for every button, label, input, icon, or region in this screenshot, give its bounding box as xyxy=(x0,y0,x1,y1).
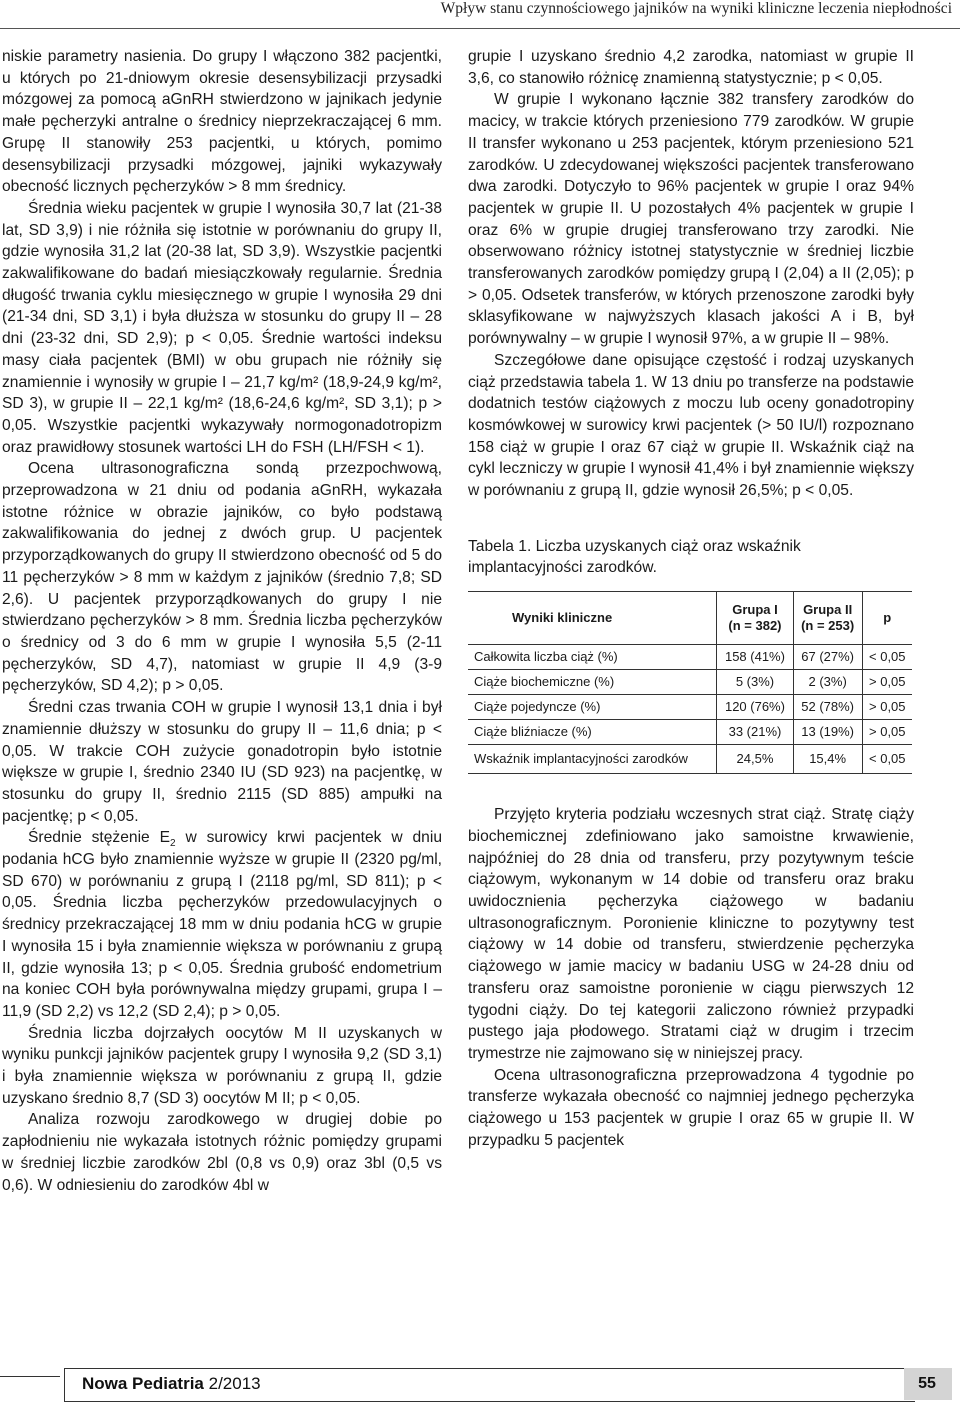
table-cell: < 0,05 xyxy=(862,645,912,670)
table-row xyxy=(468,645,912,670)
table-row xyxy=(468,720,912,745)
table-cell: > 0,05 xyxy=(862,695,912,720)
header-rule xyxy=(0,28,960,29)
table-header-row xyxy=(468,592,912,645)
table-cell: 24,5% xyxy=(717,745,793,774)
table-cell: 33 (21%) xyxy=(717,720,793,745)
header-line: (n = 382) xyxy=(728,618,782,634)
table-row xyxy=(468,695,912,720)
paragraph-text: w surowicy krwi pacjentek w dniu podania hCG było znamiennie wyższe w grupie II (2320 pg/ml, SD 670) w porównaniu z grupą I (2118 pg/ml, SD 811); p < 0,05. Średnia liczba pęcherzyków przedowulacyjnych o średnicy przekraczającej 18 mm w dniu podania hCG w grupie I wynosiła 15 i była znamiennie większa w porównaniu z grupą II, gdzie wynosiła 13; p < 0,05. Średnia grubość endometrium na koniec COH była porównywalna między grupami, grupa I – 11,9 (SD 2,2) vs 12,2 (SD 2,4); p > 0,05. xyxy=(2,829,442,1020)
paragraph: grupie I uzyskano średnio 4,2 zarodka, natomiast w grupie II 3,6, co stanowiło różnicę znamienną statystycznie; p < 0,05. xyxy=(468,48,914,87)
table-cell-label: Wskaźnik implantacyjności zarodków xyxy=(468,745,717,774)
journal-issue: 2/2013 xyxy=(208,1374,261,1393)
left-column xyxy=(2,46,442,1196)
table-cell: 5 (3%) xyxy=(717,670,793,695)
subscript: 2 xyxy=(170,838,176,850)
page-number: 55 xyxy=(918,1375,936,1392)
paragraph: Przyjęto kryteria podziału wczesnych strat ciąż. Stratę ciąży biochemicznej zdefiniowano jako samoistne krwawienie, najpóźniej do 28 dnia od transferu, przy pozytywnym teście ciążowym, wykonanym w 14 dobie od transferu oraz braku uwidocznienia pęcherzyka ciążowego w badaniu ultrasonograficznym. Poronienie kliniczne to pozytywny test ciążowy w 14 dobie od transferu, stwierdzenie pęcherzyka ciążowego w jamie macicy w badaniu USG w 24-28 dniu od transferu oraz samoistne poronienie w ciągu pierwszych 12 tygodni ciąży. Do tej kategorii zaliczono również przypadki pustego jaja płodowego. Stratami ciąż w drugim i trzecim trymestrze nie zajmowano się w niniejszej pracy. xyxy=(468,806,914,1062)
running-title: Wpływ stanu czynnościowego jajników na wyniki kliniczne leczenia niepłodności xyxy=(440,0,952,17)
paragraph: Średnia liczba dojrzałych oocytów M II uzyskanych w wyniku punkcji jajników pacjentek grupy I wynosiła 9,2 (SD 3,1) i była znamiennie większa w porównaniu z grupą II, gdzie uzyskano średnio 8,7 (SD 3) oocytów M II; p < 0,05. xyxy=(2,1024,442,1107)
header-line: (n = 253) xyxy=(801,618,855,634)
journal-title xyxy=(82,1374,261,1394)
table-caption: Tabela 1. Liczba uzyskanych ciąż oraz wskaźnik implantacyjności zarodków. xyxy=(468,537,801,577)
paragraph: Ocena ultrasonograficzna przeprowadzona 4 tygodnie po transferze wykazała obecność co najmniej jednego pęcherzyka ciążowego u 153 pacjentek w grupie I oraz 65 w grupie II. W przypadku 5 pacjentek xyxy=(468,1066,914,1149)
paragraph: niskie parametry nasienia. Do grupy I włączono 382 pacjentki, u których po 21-dniowym okresie desensybilizacji przysadki mózgowej za pomocą aGnRH stwierdzono w jajnikach jedynie małe pęcherzyki antralne o średnicy nieprzekraczającej 6 mm. Grupę II stanowiły 253 pacjentki, u których, pomimo desensybilizacji przysadki mózgowej, jajniki wykazywały obecność licznych pęcherzyków > 8 mm średnicy. xyxy=(2,48,442,196)
paragraph xyxy=(2,827,442,1022)
table-header-cell: p xyxy=(862,592,912,645)
paragraph: Szczegółowe dane opisujące częstość i rodzaj uzyskanych ciąż przedstawia tabela 1. W 13 dniu po transferze na podstawie dodatnich testów ciążowych z moczu lub oceny gonadotropiny kosmówkowej w surowicy krwi pacjentek (> 50 IU/l) rozpoznano 158 ciąż w grupie I oraz 67 ciąż w grupie II. Wskaźnik ciąż na cykl leczniczy w grupie I wynosił 41,4% i był znamiennie większy w porównaniu z grupą II, gdzie wynosił 26,5%; p < 0,05. xyxy=(468,351,914,500)
table-row xyxy=(468,670,912,695)
paragraph: Średni czas trwania COH w grupie I wynosił 13,1 dnia i był znamiennie dłuższy w stosunku do grupy II – 11,6 dnia; p < 0,05. W trakcie COH zużycie gonadotropin było istotnie większe w grupie I, średnio 2340 IU (SD 923) na pacjentkę, w stosunku do grupy II, średnio 2115 (SD 885) ampułki na pacjentkę; p < 0,05. xyxy=(2,699,442,825)
table-cell: 52 (78%) xyxy=(793,695,862,720)
table-cell: 2 (3%) xyxy=(793,670,862,695)
paragraph-text: Średnie stężenie E xyxy=(28,829,170,847)
table-cell: > 0,05 xyxy=(862,720,912,745)
paragraph: Ocena ultrasonograficzna sondą przezpochwową, przeprowadzona w 21 dniu od podania aGnRH, wykazała istotne różnice w obrazie jajników, co było podstawą zakwalifikowania do jednej z dwóch grup. U pacjentek przyporządkowanych do grupy II stwierdzono obecność od 5 do 11 pęcherzyków > 8 mm w każdym z jajników (średnio 7,8; SD 2,6). U pacjentek przyporządkowanych do grupy I nie stwierdzano pęcherzyków > 8 mm. Średnia liczba pęcherzyków o średnicy od 3 do 6 mm w grupie I wynosiła 5,5 (2-11 pęcherzyków, SD 4,7), natomiast w grupie II 4,9 (3-9 pęcherzyków, SD 4,2); p > 0,05. xyxy=(2,460,442,695)
table-cell: 15,4% xyxy=(793,745,862,774)
header-line: Grupa II xyxy=(803,602,853,618)
table-cell-label: Ciąże biochemiczne (%) xyxy=(468,670,717,695)
right-column xyxy=(468,46,914,1151)
table-cell-label: Całkowita liczba ciąż (%) xyxy=(468,645,717,670)
table-cell: > 0,05 xyxy=(862,670,912,695)
table-cell-label: Ciąże bliźniacze (%) xyxy=(468,720,717,745)
results-table xyxy=(468,591,912,774)
table-cell-label: Ciąże pojedyncze (%) xyxy=(468,695,717,720)
table-header-cell: Wyniki kliniczne xyxy=(468,592,717,645)
table-cell: 13 (19%) xyxy=(793,720,862,745)
paragraph: Analiza rozwoju zarodkowego w drugiej dobie po zapłodnieniu nie wykazała istotnych różnic pomiędzy grupami w średniej liczbie zarodków 2bl (0,8 vs 0,9) oraz 3bl (0,5 vs 0,6). W odniesieniu do zarodków 4bl w xyxy=(2,1111,442,1194)
table-header-cell xyxy=(717,592,793,645)
table-cell: 120 (76%) xyxy=(717,695,793,720)
table-cell: 158 (41%) xyxy=(717,645,793,670)
paragraph: W grupie I wykonano łącznie 382 transfery zarodków do macicy, w trakcie których przeniesiono 779 zarodków. W grupie II transfer wykonano u 253 pacjentek, którym przeniesiono 521 zarodków. U zdecydowanej większości pacjentek transferowano dwa zarodki. Dotyczyło to 96% pacjentek w grupie I oraz 94% pacjentek w grupie II. U pozostałych 4% pacjentek w grupie I oraz 6% w grupie drugiej transferowano trzy zarodki. Nie obserwowano różnicy istotnej statystycznie w średniej liczbie transferowanych zarodków pomiędzy grupą I (2,04) a II (2,05); p > 0,05. Odsetek transferów, w których przenoszone zarodki były sklasyfikowane w najwyższych klasach jakości A i B, był porównywalny – w grupie I wynosił 97%, a w grupie II – 98%. xyxy=(468,91,914,348)
paragraph: Średnia wieku pacjentek w grupie I wynosiła 30,7 lat (21-38 lat, SD 3,9) i nie różniła się istotnie w porównaniu do grupy II, gdzie wynosiła 31,2 lat (20-38 lat, SD 3,9). Wszystkie pacjentki zakwalifikowane do badań miesiączkowały regularnie. Średnia długość trwania cyklu miesięcznego w grupie I wynosiła 29 dni (21-34 dni, SD 3,1) i była dłuższa w stosunku do grupy II – 28 dni (23-32 dni, SD 2,9); p < 0,05. Średnie wartości indeksu masy ciała pacjentek (BMI) w obu grupach nie różniły się znamiennie i wynosiły w grupie I – 21,7 kg/m² (18,9-24,9 kg/m², SD 3), w grupie II – 22,1 kg/m² (18,6-24,6 kg/m², SD 3,1); p > 0,05. Wszystkie pacjentki wykazywały normogonadotropizm oraz prawidłowy stosunek wartości LH do FSH (LH/FSH < 1). xyxy=(2,199,442,456)
journal-name: Nowa Pediatria xyxy=(82,1374,204,1393)
table-cell: < 0,05 xyxy=(862,745,912,774)
table-header-cell xyxy=(793,592,862,645)
table-row xyxy=(468,745,912,774)
header-line: Grupa I xyxy=(732,602,778,618)
table-cell: 67 (27%) xyxy=(793,645,862,670)
